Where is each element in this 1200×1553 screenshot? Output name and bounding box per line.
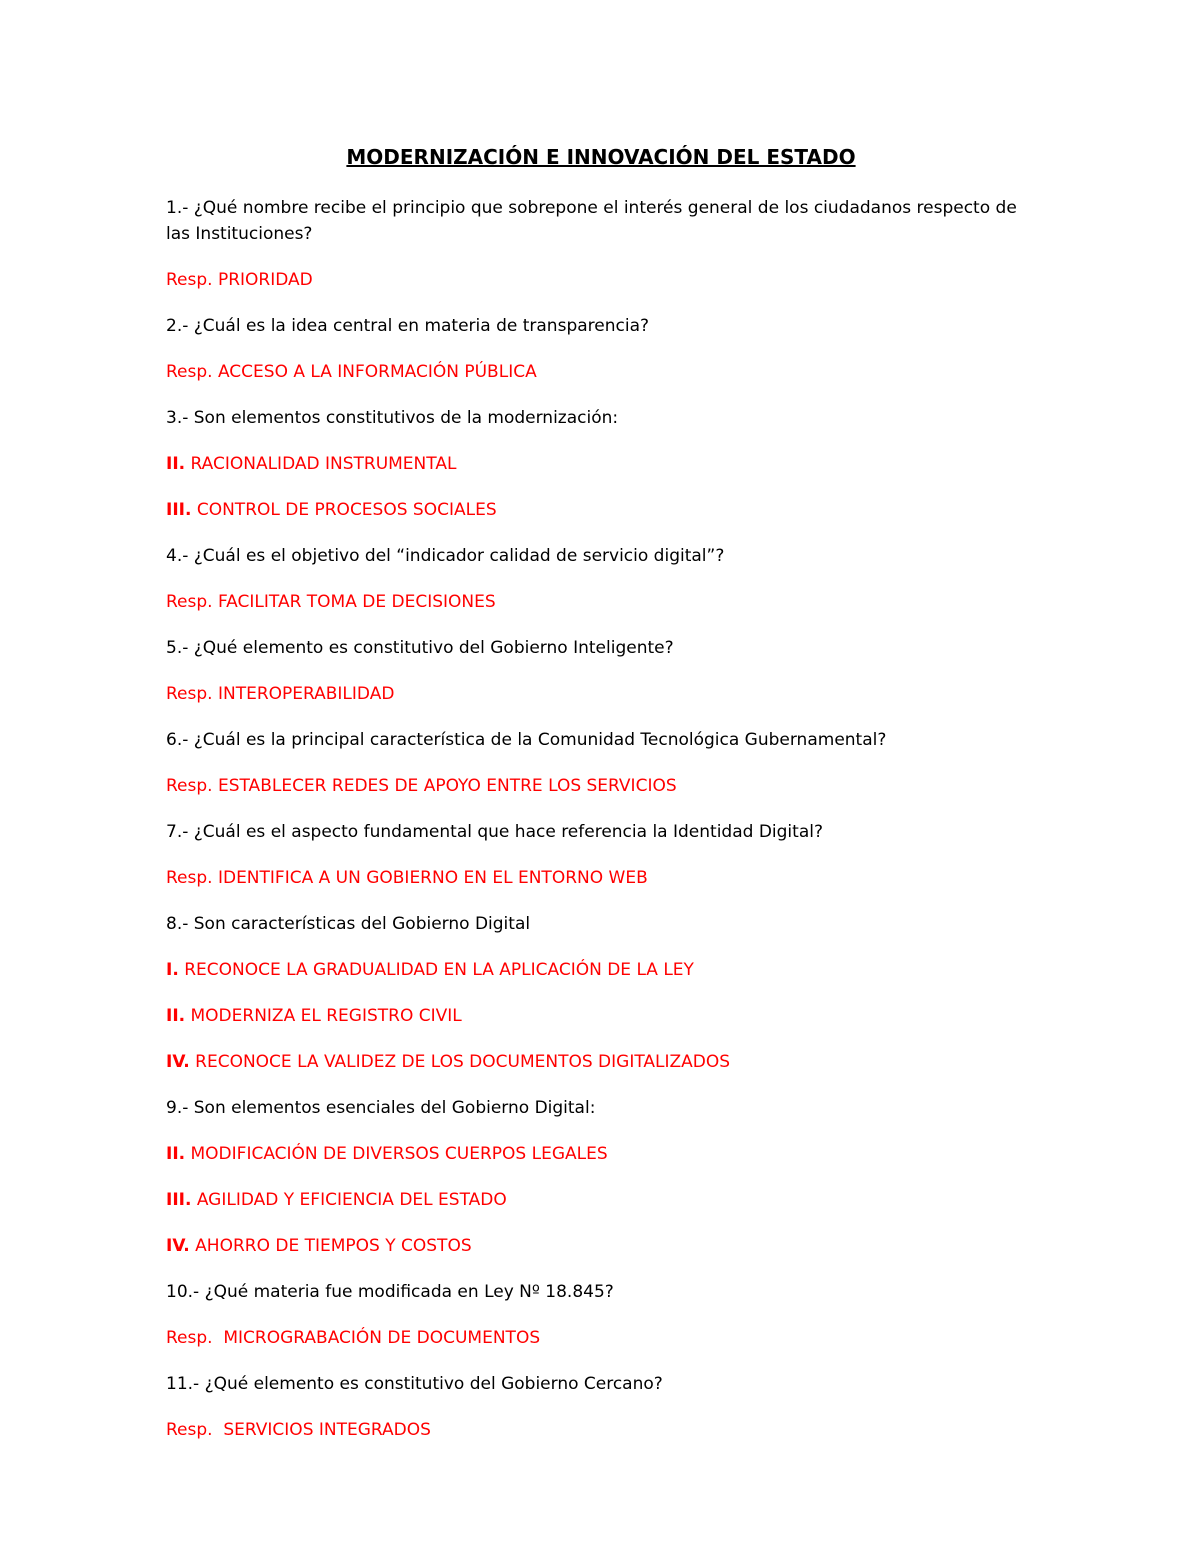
answer-label: Resp. ACCESO A LA INFORMACIÓN PÚBLICA xyxy=(166,362,537,382)
question-text xyxy=(166,635,1036,661)
question-list xyxy=(166,195,1036,1443)
answer-label: MODERNIZA EL REGISTRO CIVIL xyxy=(185,1006,462,1026)
answer-text xyxy=(166,773,1036,799)
roman-numeral: III. xyxy=(166,1190,192,1210)
answer-label: Resp. FACILITAR TOMA DE DECISIONES xyxy=(166,592,496,612)
question-label: 11.- ¿Qué elemento es constitutivo del Gobierno Cercano? xyxy=(166,1374,663,1394)
question-text xyxy=(166,313,1036,339)
question-text xyxy=(166,543,1036,569)
question-label: 9.- Son elementos esenciales del Gobierno Digital: xyxy=(166,1098,596,1118)
roman-numeral: I. xyxy=(166,960,179,980)
question-text xyxy=(166,727,1036,753)
answer-text xyxy=(166,451,1036,477)
question-text xyxy=(166,195,1036,247)
question-label: 2.- ¿Cuál es la idea central en materia de transparencia? xyxy=(166,316,650,336)
answer-text xyxy=(166,957,1036,983)
answer-label: Resp. IDENTIFICA A UN GOBIERNO EN EL ENTORNO WEB xyxy=(166,868,648,888)
answer-text xyxy=(166,681,1036,707)
question-label: 1.- ¿Qué nombre recibe el principio que sobrepone el interés general de los ciudadanos respecto de las Instituciones? xyxy=(166,198,1023,244)
question-text xyxy=(166,405,1036,431)
question-label: 5.- ¿Qué elemento es constitutivo del Gobierno Inteligente? xyxy=(166,638,674,658)
roman-numeral: III. xyxy=(166,500,192,520)
answer-text xyxy=(166,1049,1036,1075)
answer-text xyxy=(166,589,1036,615)
answer-text xyxy=(166,1325,1036,1351)
question-label: 8.- Son características del Gobierno Digital xyxy=(166,914,531,934)
answer-label: RACIONALIDAD INSTRUMENTAL xyxy=(185,454,457,474)
answer-label: RECONOCE LA VALIDEZ DE LOS DOCUMENTOS DIGITALIZADOS xyxy=(189,1052,731,1072)
question-text xyxy=(166,911,1036,937)
question-label: 7.- ¿Cuál es el aspecto fundamental que hace referencia la Identidad Digital? xyxy=(166,822,823,842)
document-page xyxy=(166,140,1036,1463)
answer-text xyxy=(166,1141,1036,1167)
roman-numeral: IV. xyxy=(166,1236,190,1256)
question-text xyxy=(166,1279,1036,1305)
roman-numeral: II. xyxy=(166,1144,186,1164)
answer-text xyxy=(166,1233,1036,1259)
answer-text xyxy=(166,1187,1036,1213)
question-text xyxy=(166,1095,1036,1121)
answer-text xyxy=(166,267,1036,293)
answer-text xyxy=(166,497,1036,523)
question-text xyxy=(166,1371,1036,1397)
answer-label: RECONOCE LA GRADUALIDAD EN LA APLICACIÓN DE LA LEY xyxy=(178,960,694,980)
answer-label: Resp. PRIORIDAD xyxy=(166,270,313,290)
document-title: MODERNIZACIÓN E INNOVACIÓN DEL ESTADO xyxy=(346,145,856,169)
answer-text xyxy=(166,865,1036,891)
question-label: 3.- Son elementos constitutivos de la modernización: xyxy=(166,408,619,428)
answer-label: Resp. SERVICIOS INTEGRADOS xyxy=(166,1420,431,1440)
answer-label: Resp. INTEROPERABILIDAD xyxy=(166,684,395,704)
answer-text xyxy=(166,359,1036,385)
answer-label: AHORRO DE TIEMPOS Y COSTOS xyxy=(189,1236,472,1256)
answer-label: CONTROL DE PROCESOS SOCIALES xyxy=(191,500,497,520)
question-label: 6.- ¿Cuál es la principal característica de la Comunidad Tecnológica Gubernamental? xyxy=(166,730,887,750)
question-label: 10.- ¿Qué materia fue modificada en Ley Nº 18.845? xyxy=(166,1282,614,1302)
answer-text xyxy=(166,1417,1036,1443)
question-label: 4.- ¿Cuál es el objetivo del “indicador calidad de servicio digital”? xyxy=(166,546,725,566)
question-text xyxy=(166,819,1036,845)
answer-label: Resp. MICROGRABACIÓN DE DOCUMENTOS xyxy=(166,1328,541,1348)
roman-numeral: II. xyxy=(166,454,186,474)
roman-numeral: IV. xyxy=(166,1052,190,1072)
answer-text xyxy=(166,1003,1036,1029)
answer-label: Resp. ESTABLECER REDES DE APOYO ENTRE LOS SERVICIOS xyxy=(166,776,677,796)
answer-label: MODIFICACIÓN DE DIVERSOS CUERPOS LEGALES xyxy=(185,1144,608,1164)
answer-label: AGILIDAD Y EFICIENCIA DEL ESTADO xyxy=(191,1190,507,1210)
roman-numeral: II. xyxy=(166,1006,186,1026)
